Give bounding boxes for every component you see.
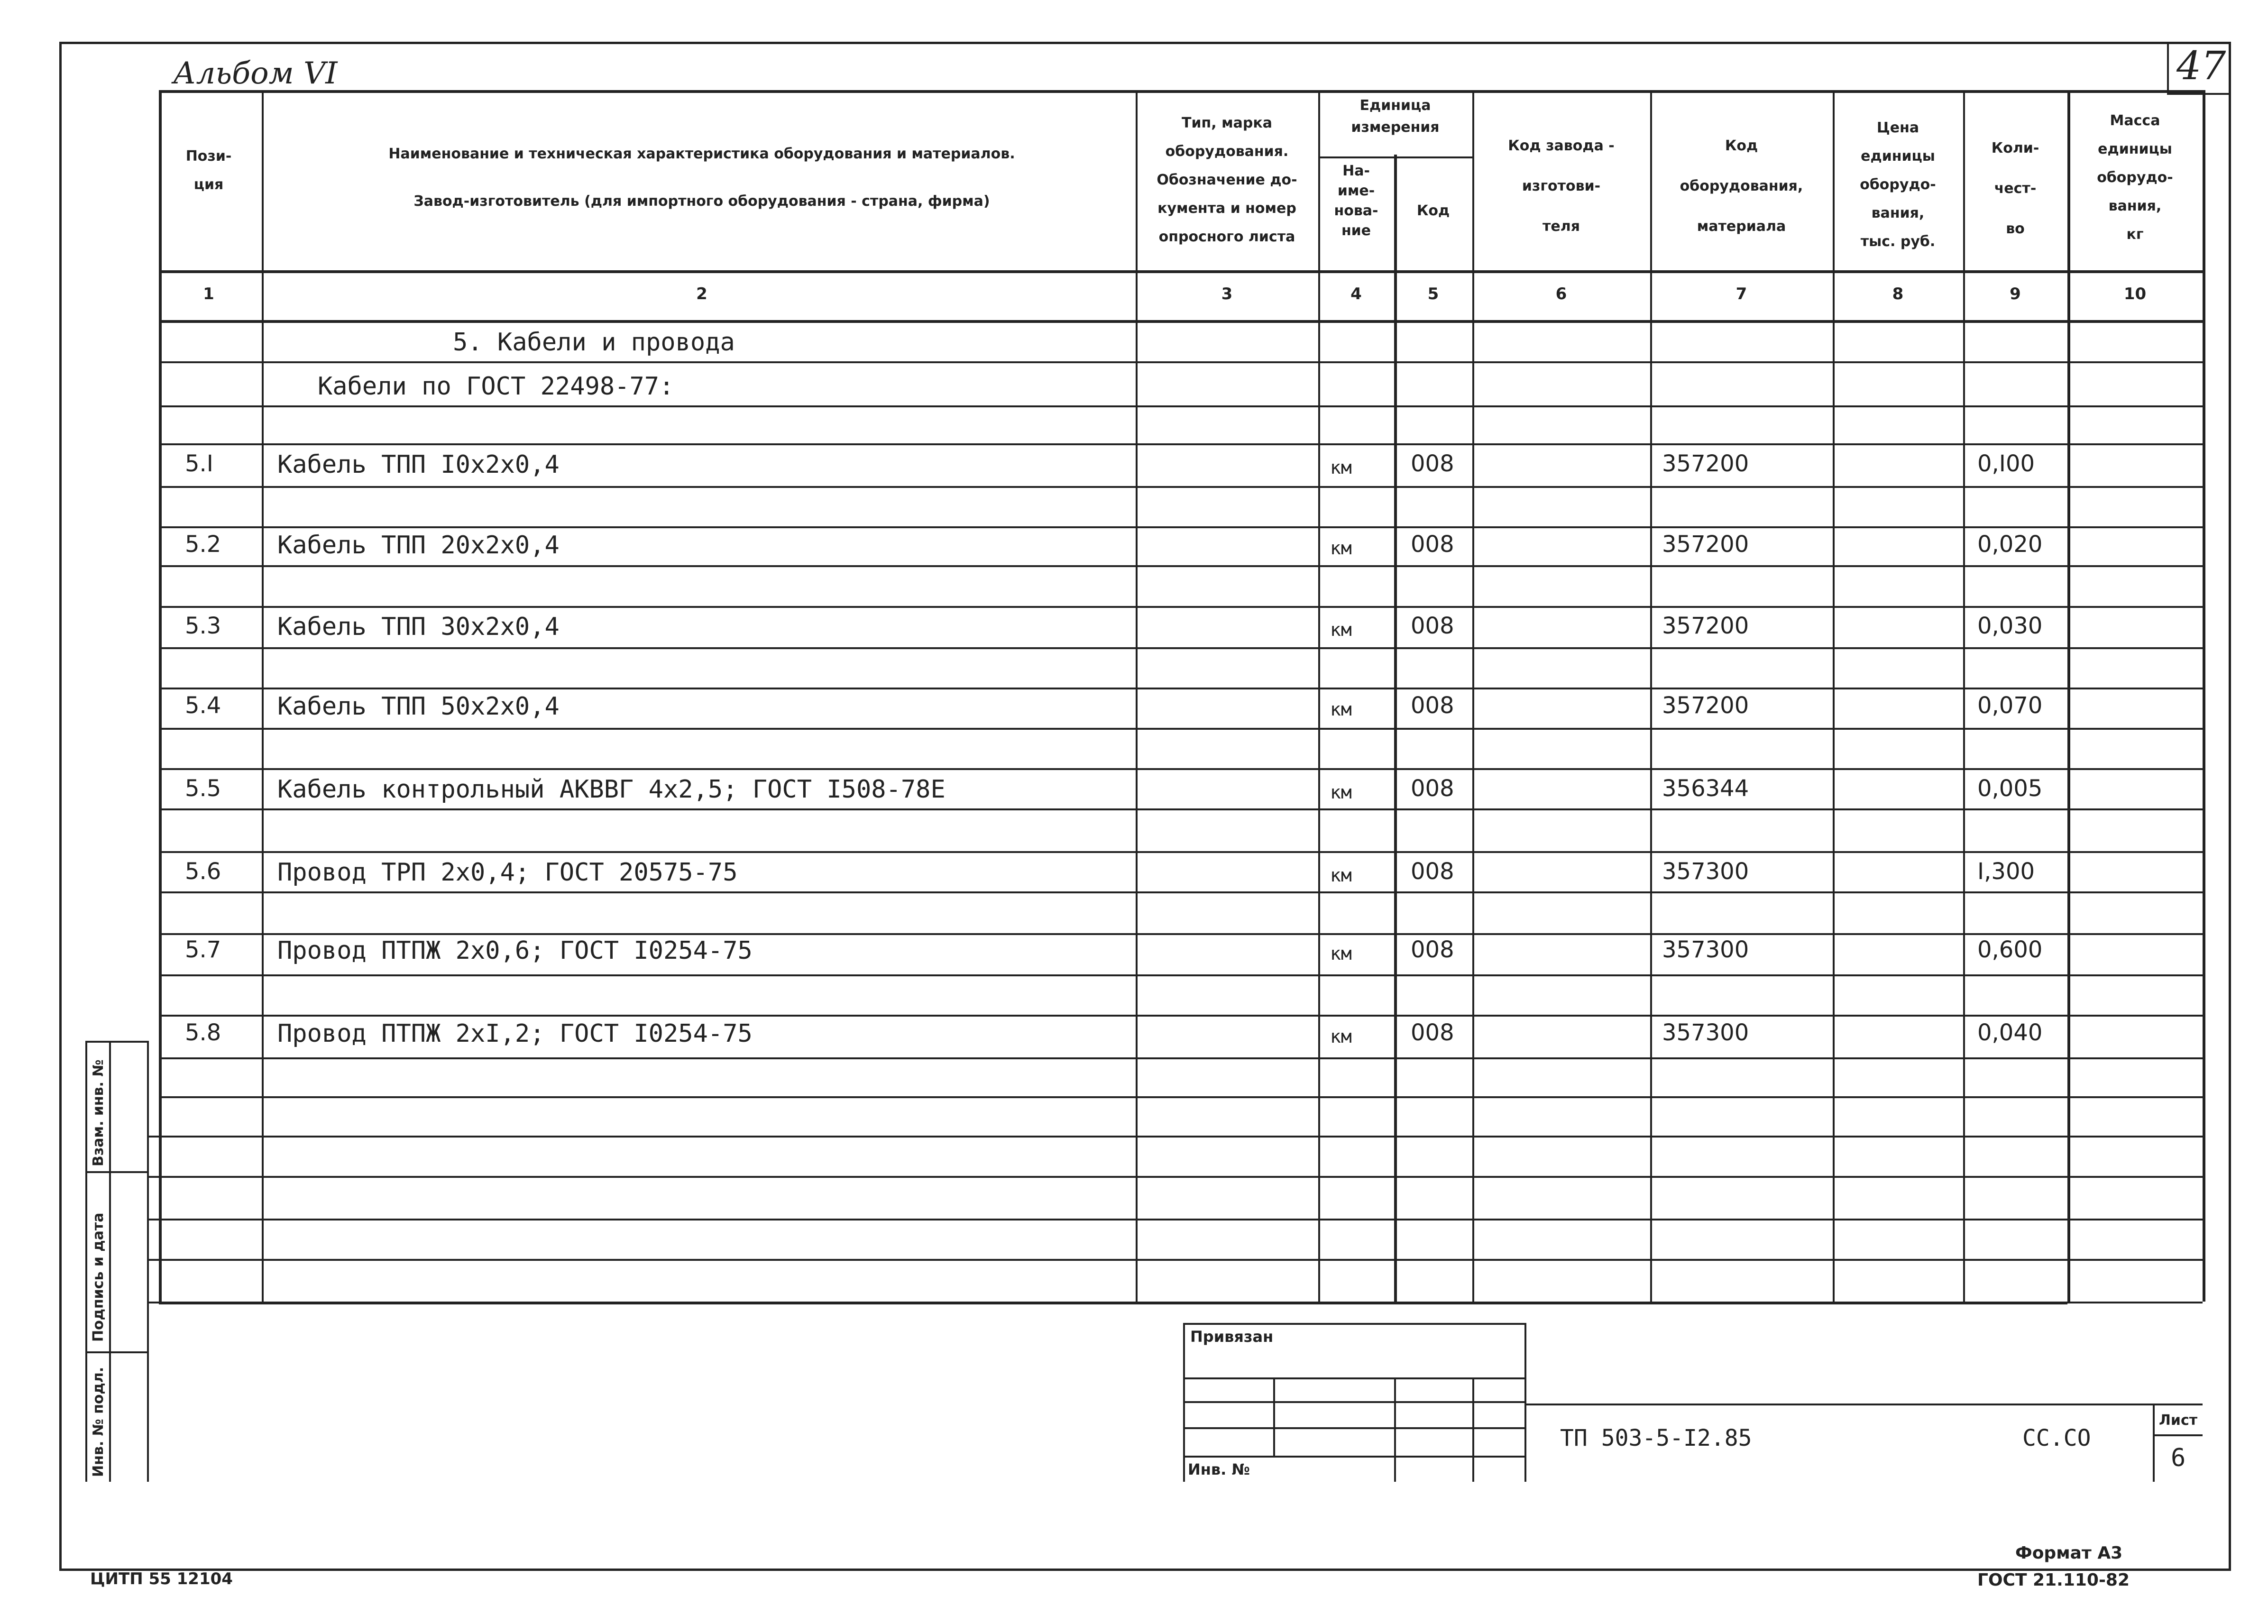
table-column-rule — [262, 90, 264, 1302]
row-material-code: 356344 — [1662, 775, 1749, 802]
header-quantity: Коли- чест- во — [1991, 140, 2039, 237]
table-column-rule — [2203, 90, 2205, 1302]
table-rule — [159, 361, 2203, 363]
column-number: 4 — [1350, 284, 1362, 303]
table-rule — [159, 808, 2203, 810]
column-number: 8 — [1892, 284, 1904, 303]
row-name: Кабель ТПП 30x2x0,4 — [277, 613, 560, 641]
table-rule — [159, 90, 2203, 93]
table-rule — [159, 891, 2203, 893]
row-name: Провод ПТПЖ 2x0,6; ГОСТ I0254-75 — [277, 936, 753, 965]
table-column-rule — [1833, 90, 1835, 1302]
table-rule — [159, 851, 2203, 853]
row-unit-code: 008 — [1411, 450, 1454, 477]
column-number: 3 — [1221, 284, 1233, 303]
header-mass: Масса единицы оборудо- вания, кг — [2097, 112, 2173, 243]
row-quantity: 0,020 — [1977, 531, 2043, 558]
table-rule — [159, 320, 2203, 323]
table-rule — [147, 1176, 2203, 1178]
table-rule — [147, 1219, 2203, 1220]
row-unit-code: 008 — [1411, 613, 1454, 639]
row-quantity: I,300 — [1977, 858, 2035, 885]
table-rule — [159, 606, 2203, 608]
table-column-rule — [1136, 90, 1138, 1302]
column-number: 2 — [696, 284, 707, 303]
stamp-orig-inv: Инв. № подл. — [90, 1367, 107, 1477]
row-material-code: 357200 — [1662, 692, 1749, 719]
row-position: 5.7 — [185, 936, 221, 963]
doc-code: ТП 503-5-I2.85 — [1560, 1425, 1752, 1451]
doc-mark: СС.СО — [2022, 1425, 2091, 1451]
row-unit: км — [1330, 619, 1352, 640]
header-unit-code: Код — [1416, 202, 1450, 219]
format-label: Формат А3 — [2015, 1543, 2123, 1563]
corner-sheet-number: 47 — [2176, 44, 2226, 89]
print-code: ЦИТП 55 12104 — [90, 1569, 233, 1588]
gost-label: ГОСТ 21.110-82 — [1977, 1570, 2130, 1590]
row-unit: км — [1330, 699, 1352, 720]
row-quantity: 0,005 — [1977, 775, 2043, 802]
row-position: 5.I — [185, 450, 213, 477]
row-position: 5.8 — [185, 1019, 221, 1046]
stamp-signature-date: Подпись и дата — [90, 1212, 107, 1342]
row-quantity: 0,070 — [1977, 692, 2043, 719]
row-material-code: 357300 — [1662, 936, 1749, 963]
table-rule — [159, 768, 2203, 770]
header-material-code: Код оборудования, материала — [1680, 138, 1803, 235]
row-name: Кабель ТПП I0x2x0,4 — [277, 450, 560, 479]
row-name: Провод ТРП 2x0,4; ГОСТ 20575-75 — [277, 858, 738, 887]
header-name: Наименование и техническая характеристика оборудования и материалов. Завод-изготовитель (для импортного оборудования - страна, фирма) — [388, 146, 1015, 210]
row-unit-code: 008 — [1411, 858, 1454, 885]
table-column-rule — [1394, 90, 1397, 1302]
table-rule — [159, 1015, 2203, 1017]
table-rule — [159, 565, 2203, 567]
row-unit: км — [1330, 457, 1352, 478]
sheet-label: Лист — [2159, 1412, 2198, 1429]
section-title: 5. Кабели и провода — [453, 328, 735, 357]
row-unit-code: 008 — [1411, 936, 1454, 963]
row-unit: км — [1330, 782, 1352, 803]
header-factory-code: Код завода - изготови- теля — [1508, 138, 1615, 235]
row-position: 5.4 — [185, 692, 221, 719]
table-rule — [147, 1136, 2203, 1138]
row-position: 5.5 — [185, 775, 221, 802]
table-rule — [159, 486, 2203, 488]
table-rule — [159, 728, 2203, 730]
table-rule — [159, 1096, 2203, 1098]
table-rule — [159, 443, 2203, 445]
table-rule — [159, 270, 2203, 273]
row-position: 5.3 — [185, 613, 221, 639]
header-position: Пози- ция — [185, 148, 232, 193]
table-rule — [159, 405, 2203, 407]
row-material-code: 357200 — [1662, 613, 1749, 639]
table-column-rule — [1650, 90, 1652, 1302]
row-name: Провод ПТПЖ 2xI,2; ГОСТ I0254-75 — [277, 1019, 753, 1048]
header-unit-name: На- име- нова- ние — [1334, 163, 1378, 239]
row-unit: км — [1330, 538, 1352, 559]
column-number: 6 — [1555, 284, 1567, 303]
privyazan-label: Привязан — [1190, 1328, 1274, 1346]
row-unit: км — [1330, 1026, 1352, 1047]
header-type: Тип, марка оборудования. Обозначение до- кумента и номер опросного листа — [1157, 115, 1297, 245]
header-price: Цена единицы оборудо- вания, тыс. руб. — [1860, 119, 1936, 250]
table-column-rule — [1318, 90, 1320, 1302]
table-rule — [1318, 156, 1472, 158]
row-position: 5.6 — [185, 858, 221, 885]
row-position: 5.2 — [185, 531, 221, 558]
row-material-code: 357200 — [1662, 450, 1749, 477]
table-column-rule — [2067, 90, 2070, 1302]
table-column-rule — [1472, 90, 1474, 1302]
table-column-rule — [159, 90, 162, 1302]
table-rule — [159, 974, 2203, 976]
row-quantity: 0,600 — [1977, 936, 2043, 963]
column-number: 10 — [2123, 284, 2147, 303]
table-rule — [147, 1259, 2203, 1261]
subsection-title: Кабели по ГОСТ 22498-77: — [318, 372, 674, 401]
sheet-number: 6 — [2171, 1444, 2186, 1472]
row-unit-code: 008 — [1411, 775, 1454, 802]
row-material-code: 357200 — [1662, 531, 1749, 558]
row-quantity: 0,040 — [1977, 1019, 2043, 1046]
stamp-replace-inv: Взам. инв. № — [90, 1059, 107, 1166]
row-quantity: 0,030 — [1977, 613, 2043, 639]
table-rule — [159, 933, 2203, 935]
column-number: 1 — [203, 284, 214, 303]
table-rule — [159, 526, 2203, 528]
row-unit: км — [1330, 865, 1352, 886]
column-number: 9 — [2010, 284, 2021, 303]
row-unit: км — [1330, 943, 1352, 964]
table-rule — [159, 1057, 2203, 1059]
table-rule — [159, 647, 2203, 649]
row-quantity: 0,I00 — [1977, 450, 2035, 477]
row-name: Кабель контрольный АКВВГ 4x2,5; ГОСТ I508-78Е — [277, 775, 946, 804]
inv-no-label: Инв. № — [1188, 1460, 1250, 1478]
header-unit-group: Единица измерения — [1351, 97, 1440, 136]
table-rule — [159, 688, 2203, 689]
row-name: Кабель ТПП 50x2x0,4 — [277, 692, 560, 721]
table-column-rule — [1963, 90, 1965, 1302]
column-number: 5 — [1427, 284, 1439, 303]
row-material-code: 357300 — [1662, 1019, 1749, 1046]
row-unit-code: 008 — [1411, 692, 1454, 719]
row-name: Кабель ТПП 20x2x0,4 — [277, 531, 560, 560]
album-label: Альбом VI — [173, 56, 338, 91]
row-unit-code: 008 — [1411, 1019, 1454, 1046]
column-number: 7 — [1735, 284, 1747, 303]
row-material-code: 357300 — [1662, 858, 1749, 885]
row-unit-code: 008 — [1411, 531, 1454, 558]
